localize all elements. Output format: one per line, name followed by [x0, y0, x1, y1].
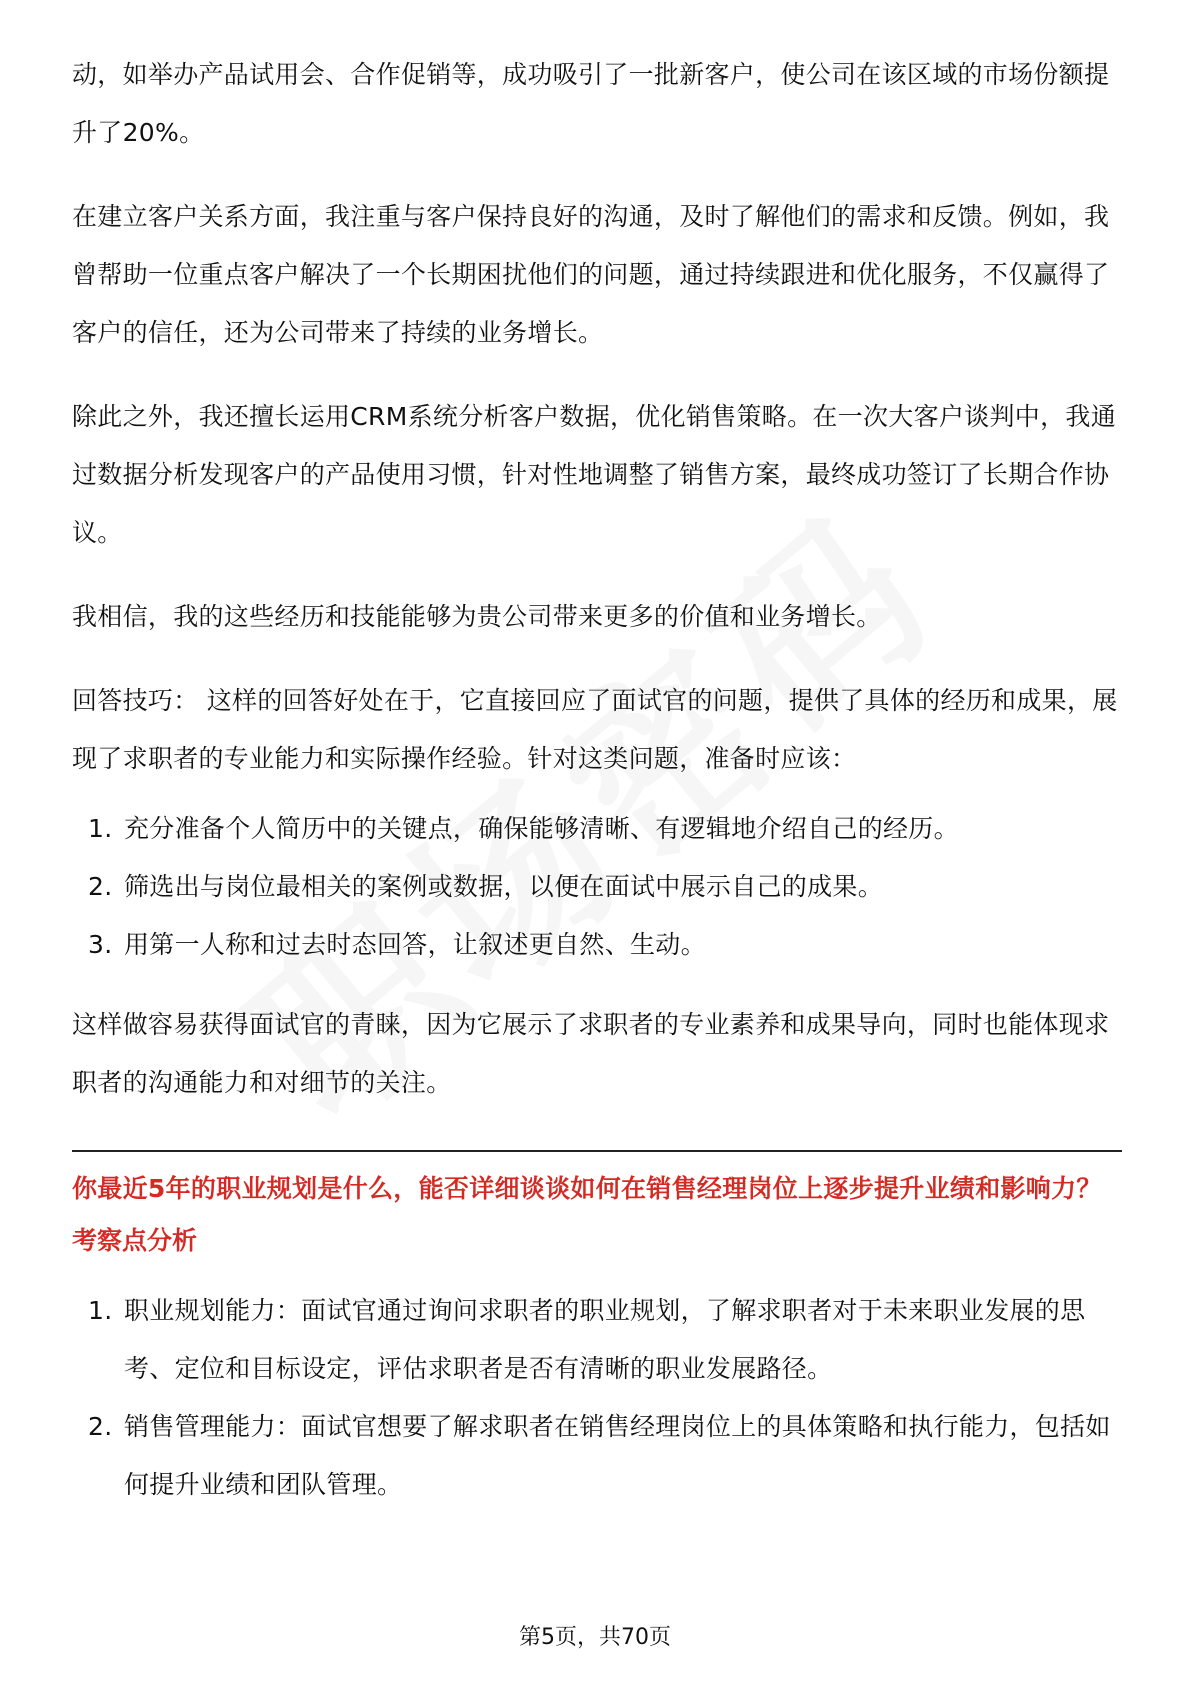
- analysis-heading: 考察点分析: [72, 1226, 198, 1255]
- list-item-text: 充分准备个人简历中的关键点，确保能够清晰、有逻辑地介绍自己的经历。: [124, 814, 959, 843]
- paragraph-market-share: 动，如举办产品试用会、合作促销等，成功吸引了一批新客户，使公司在该区域的市场份额提升了20%。: [72, 60, 1110, 147]
- list-number: 2.: [88, 872, 113, 901]
- page-footer: 第5页，共70页: [519, 1625, 671, 1650]
- list-item-text: 筛选出与岗位最相关的案例或数据，以便在面试中展示自己的成果。: [124, 872, 884, 901]
- list-number: 2.: [88, 1412, 113, 1441]
- paragraph-crm: 除此之外，我还擅长运用CRM系统分析客户数据，优化销售策略。在一次大客户谈判中，我通过数据分析发现客户的产品使用习惯，针对性地调整了销售方案，最终成功签订了长期合作协议。: [72, 402, 1116, 547]
- list-item-text: 职业规划能力：面试官通过询问求职者的职业规划，了解求职者对于未来职业发展的思考、定位和目标设定，评估求职者是否有清晰的职业发展路径。: [124, 1296, 1086, 1383]
- list-number: 3.: [88, 930, 113, 959]
- paragraph-answer-tips: 回答技巧： 这样的回答好处在于，它直接回应了面试官的问题，提供了具体的经历和成果，展现了求职者的专业能力和实际操作经验。针对这类问题，准备时应该：: [72, 686, 1118, 773]
- question-heading: 你最近5年的职业规划是什么，能否详细谈谈如何在销售经理岗位上逐步提升业绩和影响力？: [72, 1174, 1102, 1203]
- analysis-list: [72, 1282, 1122, 1514]
- list-number: 1.: [88, 814, 113, 843]
- list-item: [72, 1282, 1122, 1398]
- paragraph-belief: 我相信，我的这些经历和技能能够为贵公司带来更多的价值和业务增长。: [72, 602, 882, 631]
- tips-list: [72, 800, 1122, 974]
- paragraph-customer-relations: 在建立客户关系方面，我注重与客户保持良好的沟通，及时了解他们的需求和反馈。例如，我曾帮助一位重点客户解决了一个长期困扰他们的问题，通过持续跟进和优化服务，不仅赢得了客户的信任，还为公司带来了持续的业务增长。: [72, 202, 1110, 347]
- list-number: 1.: [88, 1296, 113, 1325]
- list-item: [72, 858, 1122, 916]
- list-item: [72, 800, 1122, 858]
- list-item: [72, 916, 1122, 974]
- section-divider: [72, 1150, 1122, 1152]
- list-item-text: 销售管理能力：面试官想要了解求职者在销售经理岗位上的具体策略和执行能力，包括如何提升业绩和团队管理。: [124, 1412, 1111, 1499]
- list-item-text: 用第一人称和过去时态回答，让叙述更自然、生动。: [124, 930, 706, 959]
- paragraph-closing: 这样做容易获得面试官的青睐，因为它展示了求职者的专业素养和成果导向，同时也能体现求职者的沟通能力和对细节的关注。: [72, 1010, 1110, 1097]
- list-item: [72, 1398, 1122, 1514]
- document-page: [72, 46, 1122, 1514]
